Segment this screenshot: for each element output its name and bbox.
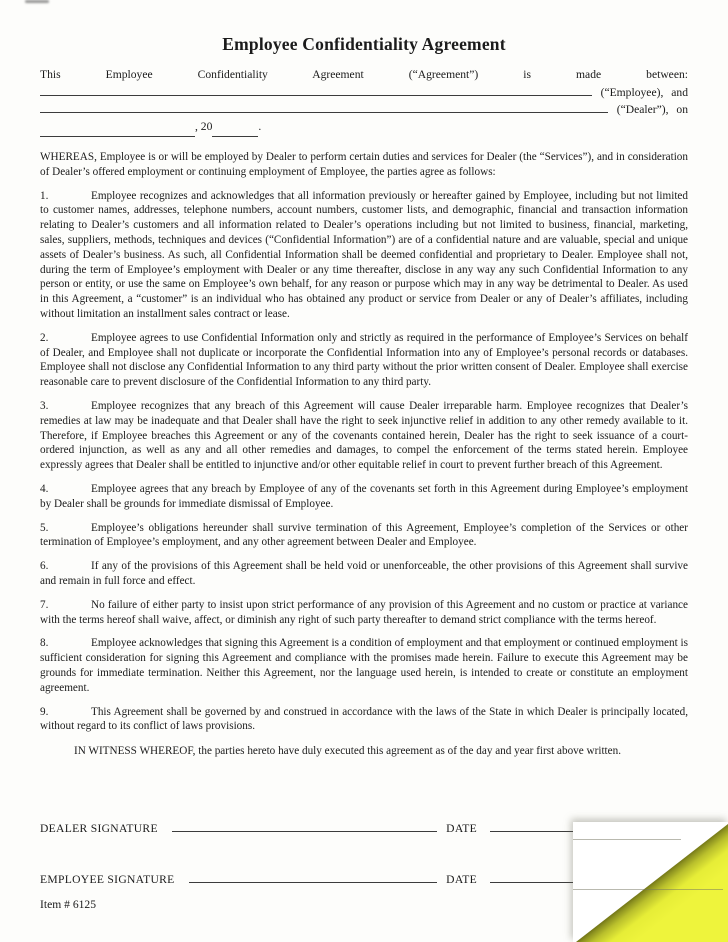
clause-text: This Agreement shall be governed by and construed in accordance with the laws of the State in which Dealer is principally located, without regard to its conflict of laws provisions. <box>40 705 688 733</box>
employee-name-blank <box>40 95 592 96</box>
year-prefix-text: , 20 <box>195 120 213 133</box>
dealer-signature-label: DEALER SIGNATURE <box>40 822 158 835</box>
item-number: Item # 6125 <box>40 898 97 911</box>
dealer-name-blank <box>40 112 608 113</box>
clause-number: 6. <box>40 560 49 573</box>
clause-text: Employee acknowledges that signing this Agreement is a condition of employment and that employment or continued employment is sufficient consideration for signing this Agreement and compliance with the promises made herein. Failure to execute this Agreement may be grounds for immediate termination. Neither this Agreement, nor the language used herein, is intended to create or constitute an employment agreement. <box>40 637 688 694</box>
clause-number: 7. <box>40 598 49 611</box>
scan-artifact-smudge <box>25 0 49 3</box>
dealer-date-line-showthrough <box>573 839 681 840</box>
clause-text: Employee agrees to use Confidential Information only and strictly as required in the performance of Employee’s Services on behalf of Dealer, and Employee shall not duplicate or incorporate the Confidential Information into any of Employee’s personal records or databases. Employee shall not disclose any Confidential Information to any third party without the prior written consent of Dealer. Employee shall exercise reasonable care to prevent disclosure of the Confidential Information to any third party. <box>40 331 688 389</box>
witness-clause: IN WITNESS WHEREOF, the parties hereto have duly executed this agreement as of the day and year first above written. <box>74 745 622 758</box>
clause-number: 1. <box>40 189 49 202</box>
clause-number: 9. <box>40 705 49 718</box>
intro-dealer-tail: (“Dealer”), on <box>616 103 688 116</box>
clause-2 <box>40 331 688 390</box>
intro-employee-tail: (“Employee), and <box>600 86 688 99</box>
clause-number: 2. <box>40 331 49 344</box>
intro-opening-line: This Employee Confidentiality Agreement (“Agreement”) is made between: <box>40 68 688 81</box>
clause-9 <box>40 705 688 735</box>
clause-number: 3. <box>40 399 49 412</box>
employee-name-row <box>40 86 688 103</box>
carbon-copy-sheet-corner <box>573 822 728 942</box>
clause-number: 5. <box>40 521 49 534</box>
sentence-period: . <box>258 120 262 133</box>
clause-text: Employee recognizes that any breach of this Agreement will cause Dealer irreparable harm. Employee recognizes that Dealer’s remedies at law may be inadequate and that Dealer shall have the right to seek injunctive relief in addition to any other remedy available to it. Therefore, if Employee breaches this Agreement or any of the covenants contained herein, Dealer has the right to seek issuance of a court-ordered injunction, as well as any and all other remedies and damages, to compel the enforcement of the terms stated herein. Employee expressly agrees that Dealer shall be entitled to injunctive and/or other equitable relief in court to prevent further breach of this Agreement. <box>40 399 688 472</box>
intro-section <box>40 68 688 137</box>
whereas-clause: WHEREAS, Employee is or will be employed by Dealer to perform certain duties and services for Dealer (the “Services”), and in consideration of Dealer’s offered employment or continuing employment of Employee, the parties agree as follows: <box>40 151 688 178</box>
year-blank <box>212 120 258 137</box>
clause-5 <box>40 521 688 551</box>
execution-date-blank <box>40 120 195 137</box>
clause-3 <box>40 399 688 473</box>
clause-8 <box>40 636 688 695</box>
clause-number: 8. <box>40 637 49 650</box>
clause-text: If any of the provisions of this Agreement shall be held void or unenforceable, the other provisions of this Agreement shall survive and remain in full force and effect. <box>40 560 688 587</box>
employee-date-label: DATE <box>446 873 477 886</box>
employee-signature-line <box>189 882 438 883</box>
page-curl-corner <box>573 822 728 942</box>
clause-4 <box>40 482 688 512</box>
dealer-date-label: DATE <box>446 822 477 835</box>
clause-number: 4. <box>40 482 49 495</box>
clause-text: Employee’s obligations hereunder shall survive termination of this Agreement, Employee’s completion of the Services or other termination of Employee’s employment, and any other agreement between Dealer and Employee. <box>40 521 688 549</box>
clause-text: Employee agrees that any breach by Employee of any of the covenants set forth in this Agreement during Employee’s employment by Dealer shall be grounds for immediate dismissal of Employee. <box>40 482 688 510</box>
clause-6 <box>40 559 688 589</box>
employee-date-line-showthrough <box>573 889 723 890</box>
clause-text: No failure of either party to insist upon strict performance of any provision of this Agreement and no custom or practice at variance with the terms hereof shall waive, affect, or diminish any right of such party thereafter to demand strict compliance with the terms hereof. <box>40 598 688 626</box>
dealer-name-row <box>40 103 688 120</box>
clause-1 <box>40 189 688 322</box>
execution-date-row <box>40 120 688 137</box>
employee-signature-label: EMPLOYEE SIGNATURE <box>40 873 175 886</box>
clause-7 <box>40 598 688 628</box>
clause-text: Employee recognizes and acknowledges that all information previously or hereafter gained by Employee, including but not limited to customer names, addresses, telephone numbers, account numbers, customer lists, and demographic, financial and transaction information relating to Dealer’s customers and all information related to Dealer’s operations including but not limited to business, financial, marketing, sales, suppliers, methods, techniques and devices (“Confidential Information”) are of a confidential nature and are valuable, special and unique assets of Dealer’s business. As such, all Confidential Information shall be deemed confidential and proprietary to Dealer. Employee shall not, during the term of Employee’s employment with Dealer or any time thereafter, disclose in any way any such Confidential Information to any person or entity, or use the same on Employee’s own behalf, for any reason or purpose which may in any way be detrimental to Dealer. As used in this Agreement, a “customer” is an individual who has obtained any product or service from Dealer or any of Dealer’s affiliates, including without limitation an installment sales contract or lease. <box>40 189 688 320</box>
page-title: Employee Confidentiality Agreement <box>222 34 506 54</box>
dealer-signature-line <box>172 831 437 832</box>
